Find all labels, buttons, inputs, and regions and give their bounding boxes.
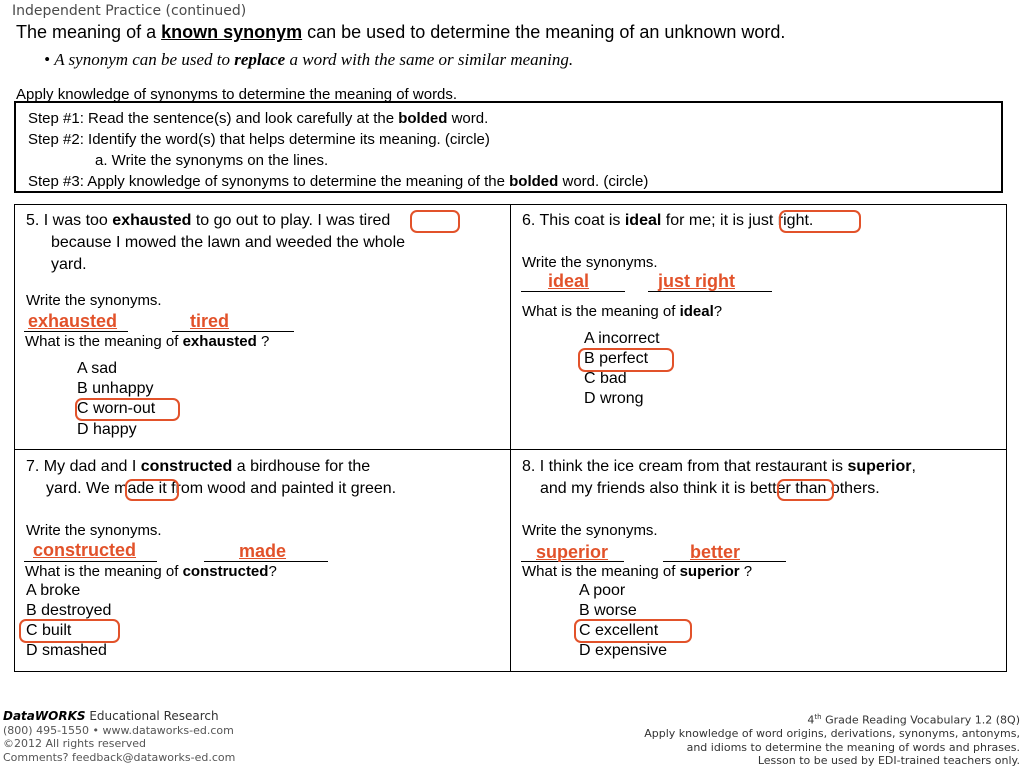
q5-answer-2: tired — [190, 311, 230, 331]
q7-meaning-post: ? — [268, 563, 277, 580]
q6-pre: 6. This coat is — [522, 212, 625, 229]
step-1 — [28, 110, 488, 127]
q5-clue-circle — [410, 210, 460, 233]
step-1-post: word. — [447, 110, 489, 127]
brand-rest: Educational Research — [85, 709, 219, 723]
q6-clue-word: just right. — [748, 212, 814, 229]
brand-bold: DataWORKS — [3, 709, 86, 723]
q7-answer-1: constructed — [33, 540, 137, 560]
feedback-contact: Comments? feedback@dataworks-ed.com — [3, 750, 236, 764]
q7-option-d[interactable]: D smashed — [26, 642, 107, 659]
q8-meaning-pre: What is the meaning of — [522, 563, 680, 580]
q8-write-prompt: Write the synonyms. — [522, 522, 658, 539]
q8-meaning-question — [522, 563, 752, 580]
step-3-post: word. (circle) — [558, 173, 649, 190]
bullet-pre: A synonym can be used to — [54, 50, 235, 69]
title-post: can be used to determine the meaning of an unknown word. — [302, 22, 786, 42]
q8-post: , — [911, 458, 916, 475]
section-subtitle: Independent Practice (continued) — [12, 3, 247, 19]
q5-meaning-bold: exhausted — [182, 333, 257, 350]
step-3-bold: bolded — [509, 173, 559, 190]
q7-sentence-line1 — [26, 458, 370, 476]
q7-post: a birdhouse for the — [232, 458, 371, 475]
q6-meaning-pre: What is the meaning of — [522, 303, 680, 320]
q7-answer-circle — [19, 619, 120, 643]
q7-clue-circle — [125, 479, 179, 501]
synonym-definition: • A synonym can be used to replace a word with the same or similar meaning. — [44, 50, 574, 69]
standard-line-2: and idioms to determine the meaning of words and phrases. — [686, 740, 1020, 754]
publisher-brand — [3, 710, 235, 724]
q7-clue-word: made — [114, 480, 155, 497]
grade-suffix: th — [814, 713, 822, 721]
step-1-bold: bolded — [398, 110, 448, 127]
q6-answer-2: just right — [658, 271, 735, 291]
q5-answer-circle — [75, 398, 180, 421]
grade-rest: Grade Reading Vocabulary 1.2 (8Q) — [821, 713, 1020, 727]
table-vertical-divider — [510, 204, 511, 672]
grade-number: 4 — [807, 713, 815, 727]
q8-target-word: superior — [847, 458, 912, 475]
q7-meaning-question — [25, 563, 277, 580]
q6-clue-circle — [779, 210, 861, 233]
q7-pre: 7. My dad and I — [26, 458, 141, 475]
q6-sentence-line1 — [522, 212, 813, 230]
q5-target-word: exhausted — [112, 212, 192, 229]
footer-left — [3, 710, 235, 764]
q6-answer-1: ideal — [548, 271, 590, 291]
q7-meaning-pre: What is the meaning of — [25, 563, 183, 580]
title-key-term: known synonym — [161, 22, 303, 42]
q6-write-prompt: Write the synonyms. — [522, 254, 658, 271]
q6-meaning-question — [522, 303, 722, 320]
objective-text: Apply knowledge of synonyms to determine the meaning of words. — [16, 86, 458, 103]
q8-clue-circle — [777, 479, 834, 501]
q7-l2-pre: yard. We — [46, 480, 115, 497]
q5-option-d[interactable]: D happy — [77, 421, 137, 438]
q8-option-d[interactable]: D expensive — [579, 642, 668, 659]
q6-option-b[interactable]: B perfect — [584, 350, 649, 367]
q7-answer-2: made — [239, 541, 287, 561]
q8-pre: 8. I think the ice cream from that restaurant is — [522, 458, 848, 475]
q8-l2-post: than others. — [790, 480, 880, 497]
steps-box — [14, 101, 1003, 193]
step-2: Step #2: Identify the word(s) that helps determine its meaning. (circle) — [28, 131, 490, 148]
q8-answer-2: better — [690, 542, 741, 562]
title-pre: The meaning of a — [16, 22, 162, 42]
q6-mid: for me; it is — [661, 212, 749, 229]
q8-option-c[interactable]: C excellent — [579, 622, 659, 639]
q5-option-b[interactable]: B unhappy — [77, 380, 154, 397]
q7-target-word: constructed — [140, 458, 233, 475]
q6-meaning-post: ? — [713, 303, 723, 320]
q5-option-c[interactable]: C worn-out — [77, 400, 156, 417]
q8-answer-1: superior — [536, 542, 609, 562]
q7-sentence-line2 — [46, 480, 396, 498]
q8-meaning-bold: superior — [679, 563, 740, 580]
q5-sentence-line3: yard. — [51, 256, 87, 273]
standard-line-1: Apply knowledge of word origins, derivations, synonyms, antonyms, — [644, 727, 1020, 741]
step-2a: a. Write the synonyms on the lines. — [95, 152, 329, 169]
q7-l2-post: it from wood and painted it green. — [154, 480, 397, 497]
q5-mid: to go out to play. I was — [191, 212, 360, 229]
q6-answer-circle — [578, 348, 674, 372]
bullet-post: a word with the same or similar meaning. — [285, 50, 574, 69]
q7-answer-line-1 — [24, 561, 157, 562]
q7-option-c[interactable]: C built — [26, 622, 72, 639]
q6-option-d[interactable]: D wrong — [584, 390, 644, 407]
q5-answer-1: exhausted — [28, 311, 118, 331]
q5-clue-word: tired — [359, 212, 391, 229]
copyright: ©2012 All rights reserved — [3, 737, 147, 750]
page-title — [16, 22, 785, 43]
q5-option-a[interactable]: A sad — [77, 360, 118, 377]
q5-pre: 5. I was too — [26, 212, 113, 229]
q5-meaning-question — [25, 333, 269, 350]
footer-right — [644, 711, 1020, 768]
bullet-bold: replace — [234, 50, 286, 69]
q5-meaning-pre: What is the meaning of — [25, 333, 183, 350]
lesson-code — [644, 711, 1020, 727]
q6-option-c[interactable]: C bad — [584, 370, 627, 387]
q8-clue-word: better — [749, 480, 791, 497]
q8-answer-circle — [574, 619, 692, 643]
q5-sentence-line2: because I mowed the lawn and weeded the whole — [51, 234, 406, 251]
q7-option-b[interactable]: B destroyed — [26, 602, 112, 619]
q8-option-a[interactable]: A poor — [579, 582, 626, 599]
q6-meaning-bold: ideal — [679, 303, 714, 320]
q5-sentence-line1 — [26, 212, 390, 230]
q8-meaning-post: ? — [739, 563, 753, 580]
step-3-pre: Step #3: Apply knowledge of synonyms to determine the meaning of the — [28, 173, 510, 190]
q8-l2-pre: and my friends also think it is — [540, 480, 750, 497]
q7-meaning-bold: constructed — [182, 563, 269, 580]
q7-option-a[interactable]: A broke — [26, 582, 81, 599]
q6-target-word: ideal — [624, 212, 662, 229]
usage-note: Lesson to be used by EDI-trained teachers only. — [757, 754, 1020, 768]
step-1-pre: Step #1: Read the sentence(s) and look carefully at the — [28, 110, 399, 127]
q8-sentence-line1 — [522, 458, 916, 476]
q6-option-a[interactable]: A incorrect — [584, 330, 660, 347]
q5-write-prompt: Write the synonyms. — [26, 292, 162, 309]
q8-option-b[interactable]: B worse — [579, 602, 637, 619]
publisher-contact: (800) 495-1550 • www.dataworks-ed.com — [3, 723, 234, 737]
table-horizontal-divider — [14, 449, 1007, 450]
q7-write-prompt: Write the synonyms. — [26, 522, 162, 539]
step-3 — [28, 173, 648, 190]
q5-meaning-post: ? — [256, 333, 270, 350]
